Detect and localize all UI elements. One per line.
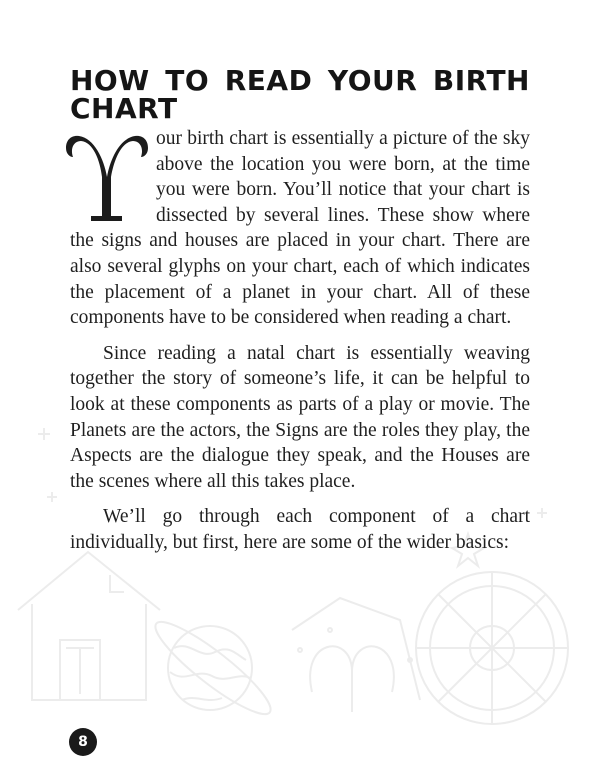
aries-glyph-icon: [292, 598, 420, 712]
body-text: [60, 126, 530, 556]
paragraph-basics: We’ll go through each component of a chart individually, but first, here are some of the wider basics:: [70, 506, 530, 553]
paragraph-intro: [60, 126, 530, 331]
zodiac-wheel-icon: [416, 572, 568, 724]
planet-icon: [146, 611, 279, 725]
page-number-badge: 8: [69, 728, 97, 756]
paragraph-natal-chart: Since reading a natal chart is essentially weaving together the story of someone’s life, it can be helpful to look at these components as parts of a play or movie. The Planets are the actors, the Signs are the roles they play, the Aspects are the dialogue they speak, and the Houses are the scenes where all this takes place.: [70, 342, 530, 492]
house-icon: [18, 552, 160, 700]
paragraph-intro-text: our birth chart is essentially a picture of the sky above the location you were born, at the time you were born. You’ll notice that your chart is dissected by several lines. These show where the signs and houses are placed in your chart. There are also several glyphs on your chart, each of which indicates the placement of a planet in your chart. All of these components have to be considered when reading a chart.: [70, 128, 530, 329]
page-title: HOW TO READ YOUR BIRTH CHART: [70, 64, 530, 125]
drop-cap-y: [60, 127, 156, 227]
drop-cap-letter: Y: [60, 127, 61, 128]
